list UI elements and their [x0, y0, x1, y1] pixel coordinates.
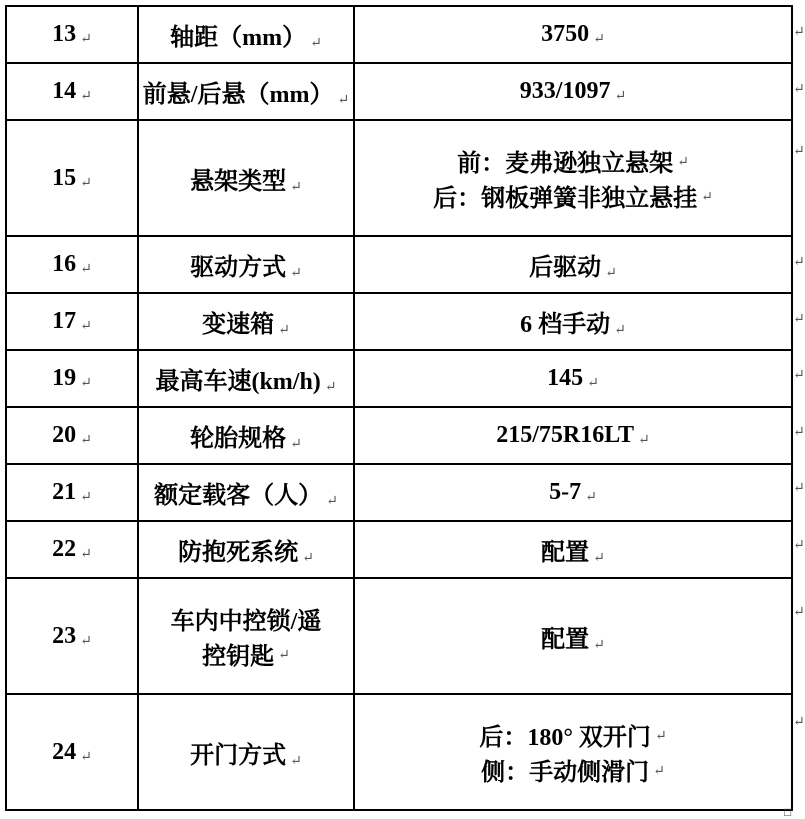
vehicle-spec-table	[5, 5, 793, 811]
row-end-return-mark-icon: ↵	[793, 425, 805, 440]
spec-label-cell	[138, 578, 354, 694]
return-mark-icon: ↵	[290, 266, 302, 281]
row-number-cell	[6, 350, 138, 407]
spec-label: 车内中控锁/遥	[170, 609, 322, 635]
spec-value-cell	[354, 63, 792, 120]
spec-value-line	[355, 752, 791, 787]
row-end-return-mark-icon: ↵	[793, 82, 805, 97]
row-number-cell	[6, 63, 138, 120]
spec-label-cell	[138, 521, 354, 578]
return-mark-icon: ↵	[638, 433, 650, 448]
return-mark-icon: ↵	[80, 319, 92, 334]
spec-label: 前悬/后悬（mm）	[142, 82, 334, 108]
return-mark-icon: ↵	[80, 547, 92, 562]
return-mark-icon: ↵	[677, 155, 689, 170]
return-mark-icon: ↵	[605, 266, 617, 281]
spec-label: 悬架类型	[190, 168, 287, 195]
row-number: 13	[52, 21, 77, 47]
row-end-return-mark-icon: ↵	[793, 538, 805, 553]
spec-label-line	[139, 636, 353, 671]
row-number-cell	[6, 521, 138, 578]
table-row	[6, 236, 792, 293]
row-number: 23	[52, 622, 77, 649]
return-mark-icon: ↵	[290, 179, 302, 195]
return-mark-icon: ↵	[80, 175, 92, 191]
spec-label: 变速箱	[202, 312, 275, 338]
spec-label: 轮胎规格	[190, 426, 287, 452]
spec-value-cell	[354, 464, 792, 521]
spec-value: 配置	[541, 540, 590, 566]
spec-value-cell	[354, 293, 792, 350]
spec-value: 3750	[541, 21, 590, 47]
spec-value: 后：180° 双开门	[479, 725, 651, 751]
return-mark-icon: ↵	[593, 32, 605, 47]
row-number: 14	[52, 78, 77, 104]
spec-label-cell	[138, 120, 354, 236]
return-mark-icon: ↵	[302, 551, 314, 566]
spec-label: 最高车速(km/h)	[155, 369, 321, 395]
row-number: 24	[52, 738, 77, 765]
return-mark-icon: ↵	[585, 490, 597, 505]
spec-label-cell	[138, 407, 354, 464]
row-end-return-mark-icon: ↵	[793, 312, 805, 327]
row-end-return-mark-icon: ↵	[793, 481, 805, 496]
spec-label: 开门方式	[190, 742, 287, 769]
row-number: 21	[52, 479, 77, 505]
return-mark-icon: ↵	[278, 323, 290, 338]
row-end-return-mark-icon: ↵	[793, 25, 805, 40]
spec-label: 控钥匙	[202, 644, 275, 670]
spec-label-cell	[138, 6, 354, 63]
return-mark-icon: ↵	[310, 36, 322, 51]
return-mark-icon: ↵	[278, 648, 290, 663]
return-mark-icon: ↵	[614, 323, 626, 338]
return-mark-icon: ↵	[614, 89, 627, 104]
return-mark-icon: ↵	[326, 494, 338, 509]
row-end-return-mark-icon: ↵	[793, 255, 805, 270]
spec-label: 驱动方式	[190, 255, 287, 281]
spec-label: 额定载客（人）	[154, 483, 323, 509]
spec-value: 145	[547, 365, 584, 391]
spec-value: 5-7	[549, 479, 582, 505]
table-row	[6, 63, 792, 120]
spec-value-cell	[354, 6, 792, 63]
spec-value: 后驱动	[529, 255, 602, 281]
table-row	[6, 464, 792, 521]
spec-label: 防抱死系统	[178, 540, 299, 566]
return-mark-icon: ↵	[324, 380, 337, 395]
spec-value: 配置	[541, 626, 590, 653]
table-row	[6, 350, 792, 407]
table-row	[6, 578, 792, 694]
spec-value: 前：麦弗逊独立悬架	[457, 151, 674, 177]
return-mark-icon: ↵	[80, 262, 92, 277]
spec-label: 轴距（mm）	[170, 25, 307, 51]
spec-value-cell	[354, 521, 792, 578]
spec-label-cell	[138, 350, 354, 407]
spec-value-line	[355, 178, 791, 213]
return-mark-icon: ↵	[80, 433, 92, 448]
row-end-return-mark-icon: ↵	[793, 715, 805, 730]
spec-value-cell	[354, 236, 792, 293]
row-number: 15	[52, 164, 77, 191]
table-row	[6, 407, 792, 464]
return-mark-icon: ↵	[290, 753, 302, 769]
row-number: 19	[52, 365, 77, 391]
return-mark-icon: ↵	[80, 89, 92, 104]
spec-value-cell	[354, 694, 792, 810]
spec-value-cell	[354, 350, 792, 407]
row-number: 16	[52, 251, 77, 277]
table-row	[6, 521, 792, 578]
row-number-cell	[6, 694, 138, 810]
row-end-return-mark-icon: ↵	[793, 605, 805, 620]
row-number-cell	[6, 293, 138, 350]
spec-value: 侧：手动侧滑门	[481, 760, 650, 786]
row-number: 22	[52, 536, 77, 562]
return-mark-icon: ↵	[80, 32, 92, 47]
spec-value-line	[355, 143, 791, 178]
table-row	[6, 293, 792, 350]
return-mark-icon: ↵	[593, 637, 605, 653]
return-mark-icon: ↵	[701, 190, 713, 205]
row-number-cell	[6, 407, 138, 464]
return-mark-icon: ↵	[80, 633, 92, 649]
table-row	[6, 6, 792, 63]
row-end-return-mark-icon: ↵	[793, 368, 805, 383]
return-mark-icon: ↵	[337, 93, 350, 108]
spec-label-cell	[138, 236, 354, 293]
return-mark-icon: ↵	[654, 729, 667, 744]
return-mark-icon: ↵	[80, 749, 92, 765]
row-number-cell	[6, 236, 138, 293]
spec-value: 215/75R16LT	[496, 422, 635, 448]
table-row	[6, 694, 792, 810]
spec-label-line	[139, 601, 353, 636]
return-mark-icon: ↵	[290, 437, 302, 452]
spec-value: 933/1097	[519, 78, 611, 104]
spec-value-cell	[354, 407, 792, 464]
return-mark-icon: ↵	[80, 490, 92, 505]
spec-label-cell	[138, 63, 354, 120]
spec-value-line	[355, 717, 791, 752]
spec-label-cell	[138, 464, 354, 521]
row-number: 17	[52, 308, 77, 334]
row-number-cell	[6, 464, 138, 521]
return-mark-icon: ↵	[587, 376, 599, 391]
spec-label-cell	[138, 293, 354, 350]
table-row	[6, 120, 792, 236]
spec-label-cell	[138, 694, 354, 810]
row-number-cell	[6, 120, 138, 236]
spec-value: 6 档手动	[520, 312, 611, 338]
spec-value-cell	[354, 120, 792, 236]
row-number: 20	[52, 422, 77, 448]
return-mark-icon: ↵	[593, 551, 605, 566]
spec-value-cell	[354, 578, 792, 694]
return-mark-icon: ↵	[80, 376, 92, 391]
spec-value: 后：钢板弹簧非独立悬挂	[433, 186, 698, 212]
row-number-cell	[6, 578, 138, 694]
row-end-return-mark-icon: ↵	[793, 144, 805, 159]
row-number-cell	[6, 6, 138, 63]
return-mark-icon: ↵	[653, 764, 665, 779]
end-of-table-mark-icon: □	[784, 805, 792, 819]
